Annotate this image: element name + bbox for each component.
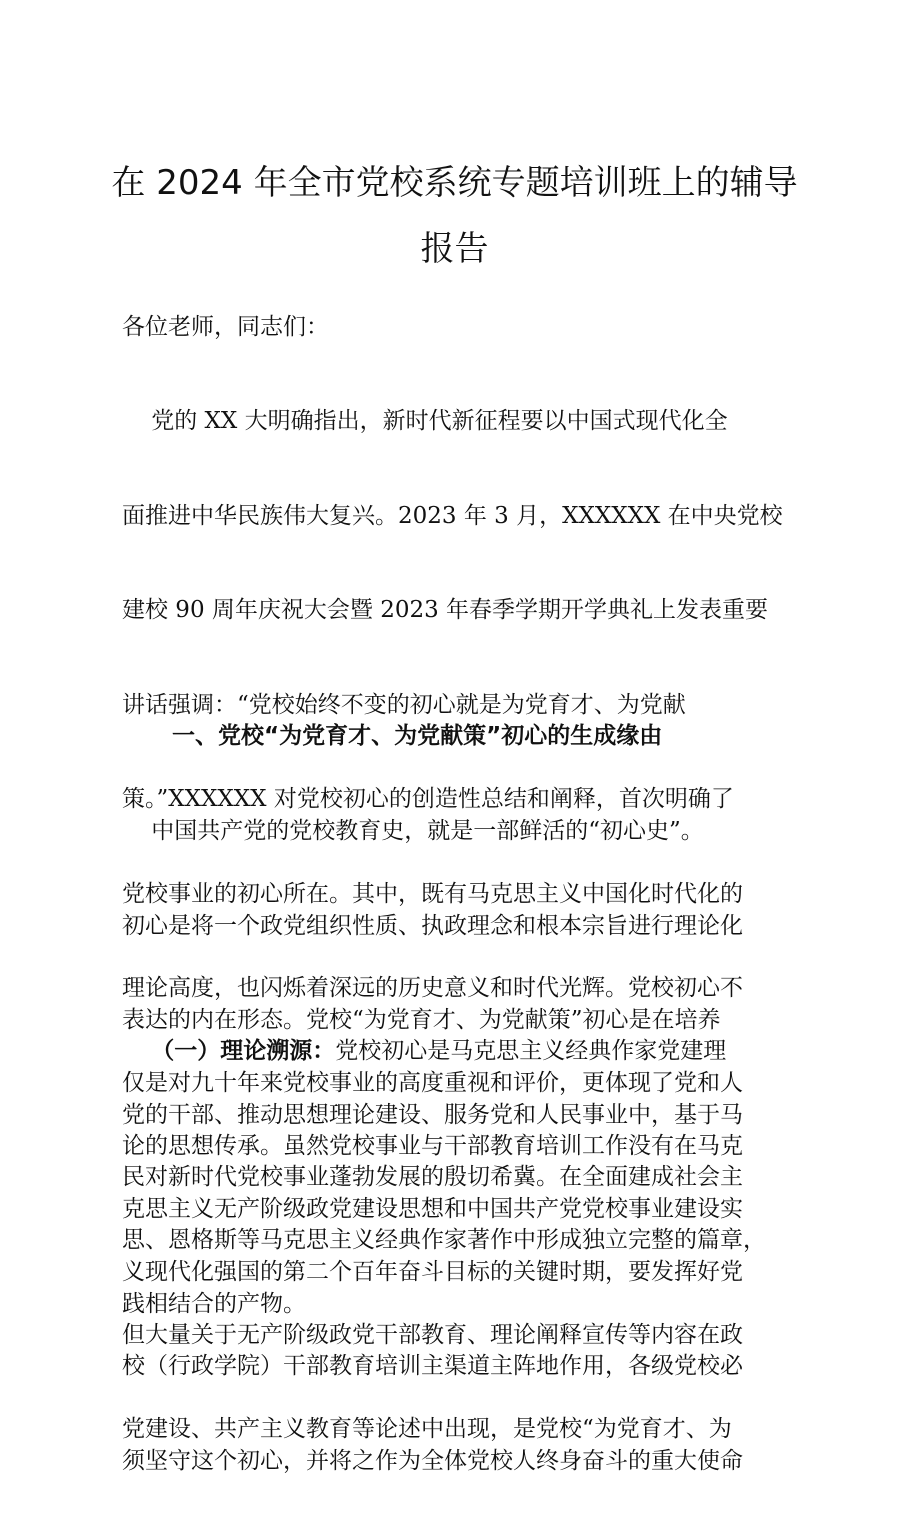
paragraph-line: 仅是对九十年来党校事业的高度重视和评价，更体现了党和人 bbox=[122, 1069, 743, 1096]
salutation: 各位老师，同志们： bbox=[122, 314, 329, 340]
paragraph-line: 党的干部、推动思想理论建设、服务党和人民事业中，基于马 bbox=[122, 1101, 743, 1128]
paragraph-line: 建校 90 周年庆祝大会暨 2023 年春季学期开学典礼上发表重要 bbox=[122, 597, 769, 623]
document-title-line-1: 在 2024 年全市党校系统专题培训班上的辅导 bbox=[111, 163, 798, 203]
paragraph-line: 但大量关于无产阶级政党干部教育、理论阐释宣传等内容在政 bbox=[122, 1321, 743, 1348]
subsection-heading: （一）理论溯源： bbox=[151, 1038, 336, 1064]
paragraph-line: 党的 XX 大明确指出，新时代新征程要以中国式现代化全 bbox=[122, 408, 728, 434]
paragraph-line: 践相结合的产物。 bbox=[122, 1290, 306, 1317]
paragraph-line: 民对新时代党校事业蓬勃发展的殷切希冀。在全面建成社会主 bbox=[122, 1164, 743, 1190]
paragraph-line: 校（行政学院）干部教育培训主渠道主阵地作用，各级党校必 bbox=[122, 1353, 743, 1379]
paragraph-line: 义现代化强国的第二个百年奋斗目标的关键时期，要发挥好党 bbox=[122, 1258, 743, 1285]
paragraph-line: 策。”XXXXXX 对党校初心的创造性总结和阐释，首次明确了 bbox=[122, 786, 734, 812]
paragraph-line: 面推进中华民族伟大复兴。2023 年 3 月，XXXXXX 在中央党校 bbox=[122, 502, 783, 529]
paragraph-line: 须坚守这个初心，并将之作为全体党校人终身奋斗的重大使命 bbox=[122, 1447, 743, 1474]
paragraph-subsection-1 bbox=[122, 973, 802, 1509]
paragraph-line: 思、恩格斯等马克思主义经典作家著作中形成独立完整的篇章， bbox=[122, 1227, 766, 1253]
paragraph-line: 初心是将一个政党组织性质、执政理念和根本宗旨进行理论化 bbox=[122, 912, 743, 939]
paragraph-line: 讲话强调：“党校始终不变的初心就是为党育才、为党献 bbox=[122, 691, 686, 718]
paragraph-line: 表达的内在形态。党校“为党育才、为党献策”初心是在培养 bbox=[122, 1007, 721, 1033]
paragraph-line: 理论高度，也闪烁着深远的历史意义和时代光辉。党校初心不 bbox=[122, 975, 743, 1001]
paragraph-line: 党校事业的初心所在。其中，既有马克思主义中国化时代化的 bbox=[122, 880, 743, 907]
paragraph-line: 党建设、共产主义教育等论述中出现，是党校“为党育才、为 bbox=[122, 1416, 732, 1442]
paragraph-line: 论的思想传承。虽然党校事业与干部教育培训工作没有在马克 bbox=[122, 1132, 743, 1159]
paragraph-line bbox=[122, 1036, 802, 1068]
subsection-lead-text: 党校初心是马克思主义经典作家党建理 bbox=[335, 1038, 727, 1064]
paragraph-line: 克思主义无产阶级政党建设思想和中国共产党党校事业建设实 bbox=[122, 1196, 743, 1222]
document-title-line-2: 报告 bbox=[420, 229, 489, 269]
paragraph-line: 中国共产党的党校教育史，就是一部鲜活的“初心史”。 bbox=[122, 818, 704, 844]
section-heading-1: 一、党校“为党育才、为党献策”初心的生成缘由 bbox=[172, 723, 663, 749]
